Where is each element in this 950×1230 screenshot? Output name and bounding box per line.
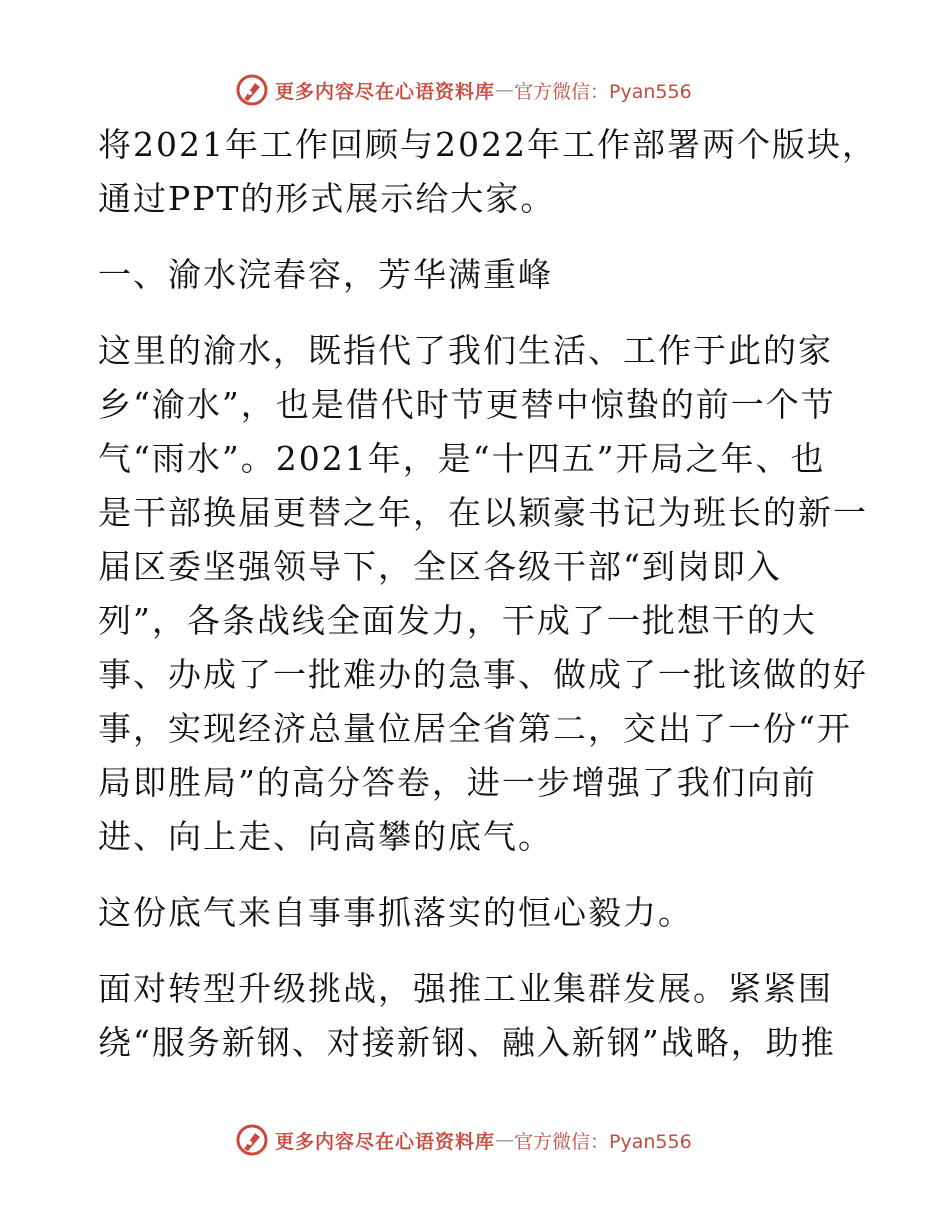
watermark-content bbox=[235, 1120, 692, 1160]
text-line: 局即胜局”的高分答卷，进一步增强了我们向前 bbox=[98, 763, 817, 802]
text-line: 进、向上走、向高攀的底气。 bbox=[98, 817, 553, 856]
text-line: 列”，各条战线全面发力，干成了一批想干的大 bbox=[98, 601, 817, 640]
watermark-separator: — bbox=[495, 1129, 515, 1151]
watermark-banner-bottom bbox=[0, 1120, 950, 1160]
document-body bbox=[98, 118, 877, 1070]
text-line: 面对转型升级挑战，强推工业集群发展。紧紧围 bbox=[98, 969, 833, 1008]
section-heading bbox=[98, 248, 858, 302]
text-line: 气“雨水”。2021年，是“十四五”开局之年、也 bbox=[98, 439, 826, 478]
text-line: 是干部换届更替之年，在以颖豪书记为班长的新一 bbox=[98, 493, 868, 532]
watermark-wechat-id: 官方微信：Pyan556 bbox=[514, 80, 692, 103]
text-line: 绕“服务新钢、对接新钢、融入新钢”战略，助推 bbox=[98, 1023, 836, 1062]
watermark-content bbox=[235, 70, 692, 110]
pen-nib-logo-icon bbox=[235, 73, 269, 107]
watermark-banner-top bbox=[0, 70, 950, 110]
text-line: 乡“渝水”，也是借代时节更替中惊蛰的前一个节 bbox=[98, 385, 836, 424]
paragraph-intro bbox=[98, 118, 877, 226]
text-line: 事、办成了一批难办的急事、做成了一批该做的好 bbox=[98, 655, 868, 694]
heading-line: 一、渝水浣春容，芳华满重峰 bbox=[98, 255, 553, 294]
watermark-wechat-id: 官方微信：Pyan556 bbox=[514, 1130, 692, 1153]
text-line: 届区委坚强领导下，全区各级干部“到岗即入 bbox=[98, 547, 782, 586]
watermark-separator: — bbox=[495, 79, 515, 101]
watermark-brand-text: 更多内容尽在心语资料库 bbox=[275, 1130, 496, 1153]
paragraph-yushui bbox=[98, 324, 868, 864]
text-line: 这份底气来自事事抓落实的恒心毅力。 bbox=[98, 893, 693, 932]
text-line: 事，实现经济总量位居全省第二，交出了一份“开 bbox=[98, 709, 852, 748]
text-line: 通过PPT的形式展示给大家。 bbox=[98, 179, 556, 218]
pen-nib-logo-icon bbox=[235, 1123, 269, 1157]
text-line: 将2021年工作回顾与2022年工作部署两个版块， bbox=[98, 125, 877, 164]
paragraph-industry bbox=[98, 962, 858, 1070]
watermark-brand-text: 更多内容尽在心语资料库 bbox=[275, 80, 496, 103]
paragraph-confidence bbox=[98, 886, 858, 940]
text-line: 这里的渝水，既指代了我们生活、工作于此的家 bbox=[98, 331, 833, 370]
